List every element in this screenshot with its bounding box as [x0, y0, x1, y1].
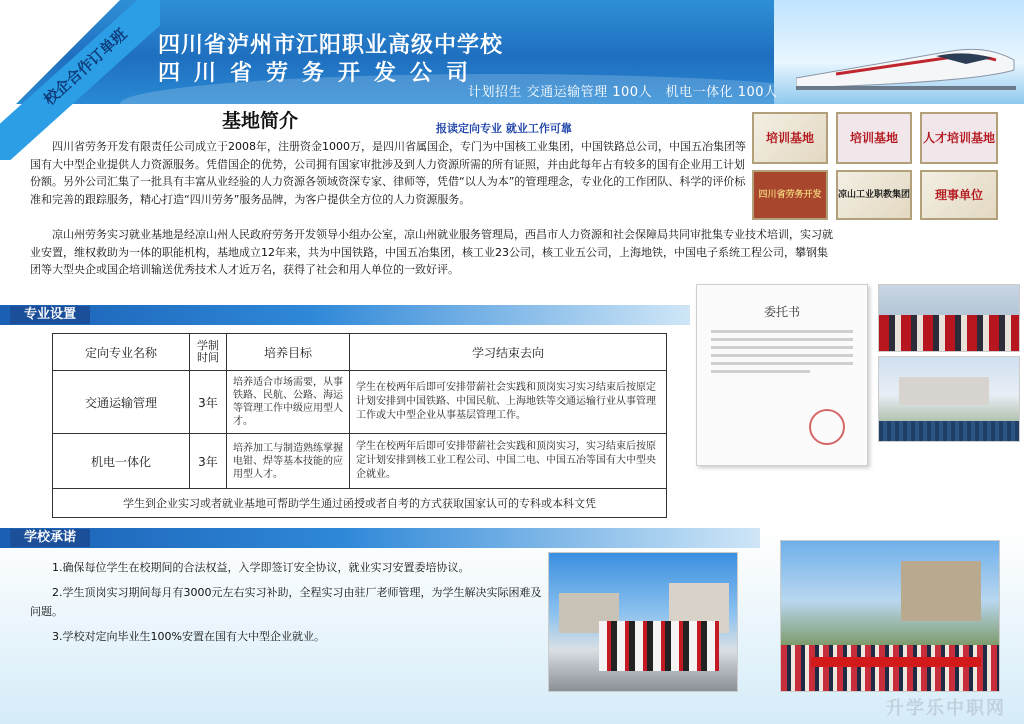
authorization-letter-image — [696, 284, 868, 466]
majors-table — [52, 333, 667, 518]
students-banner-photo — [780, 540, 1000, 692]
school-title: 四川省泸州市江阳职业高级中学校 — [158, 33, 504, 58]
header-cell: 学习结束去向 — [350, 334, 667, 371]
intro-paragraph-2: 凉山州劳务实习就业基地是经凉山州人民政府劳务开发领导小组办公室，凉山州就业服务管理局，西昌市人力资源和社会保障局共同审批集专业技术培训，实习就业安置，维权救助为一体的职能机构，基地成立12年来，共为中国铁路，中国五冶集团，核工业23公司，核工业五公司，上海地铁，中国电子系统工程公司，攀钢集团等大型央企或国企培训输送优秀技术人才近万名，获得了社会和用人单位的一致好评。 — [30, 228, 833, 276]
major-destination: 学生在校两年后即可安排带薪社会实践和顶岗实习，实习结束后按原定计划安排到核工业工程公司、中国二电、中国五冶等国有大中型央企就业。 — [350, 434, 667, 489]
campus-group-photo — [878, 356, 1020, 442]
students-campus-photo — [548, 552, 738, 692]
table-header-row — [53, 334, 667, 371]
table-row — [53, 371, 667, 434]
promise-item: 3.学校对定向毕业生100%安置在国有大中型企业就业。 — [52, 630, 325, 643]
major-name: 交通运输管理 — [53, 371, 190, 434]
major-years: 3年 — [190, 371, 227, 434]
certificate-plaque: 凉山工业职教集团 — [836, 170, 912, 220]
high-speed-train-image — [796, 30, 1016, 90]
certificate-plaque: 培训基地 — [836, 112, 912, 164]
certificate-plaque: 人才培训基地 — [920, 112, 998, 164]
enrollment-plan: 计划招生 交通运输管理 100人 机电一体化 100人 — [468, 85, 778, 100]
intro-paragraph-1: 四川省劳务开发有限责任公司成立于2008年，注册资金1000万，是四川省属国企，专门为中国核工业集团，中国铁路总公司，中国五冶集团等国有大中型企业提供人力资源服务。凭借国企的优势，公司拥有国家审批涉及到人力资源所需的所有证照，并由此每年占有较多的国有企业用工计划份额。另外公司汇集了一批具有丰富从业经验的人力资源各领域资深专家、律师等，凭借“以人为本”的管理理念，专业化的工作团队、科学的评价标准和完善的跟踪服务，精心打造“四川劳务”服务品牌，为客户提供全方位的人力资源服务。 — [30, 140, 746, 206]
ribbon-text: 校企合作订单班 — [40, 25, 131, 109]
promise-item: 1.确保每位学生在校期间的合法权益，入学即签订安全协议，就业实习安置委培协议。 — [52, 561, 470, 574]
major-goal: 培养加工与制造熟练掌握电钳、焊等基本技能的应用型人才。 — [227, 434, 350, 489]
majors-section-label: 专业设置 — [10, 306, 90, 324]
intro-slogan: 报读定向专业 就业工作可靠 — [436, 122, 572, 135]
promise-item: 2.学生顶岗实习期间每月有3000元左右实习补助，全程实习由驻厂老师管理，为学生解决实际困难及问题。 — [30, 586, 542, 618]
table-note: 学生到企业实习或者就业基地可帮助学生通过函授或者自考的方式获取国家认可的专科或本科文凭 — [53, 489, 667, 518]
header-cell: 学制时间 — [190, 334, 227, 371]
promise-list — [30, 558, 550, 646]
ribbon-area — [0, 0, 160, 160]
table-note-row — [53, 489, 667, 518]
certificate-plaque: 四川省劳务开发 — [752, 170, 828, 220]
letter-title: 委托书 — [763, 305, 800, 319]
students-uniform-photo — [878, 284, 1020, 352]
promise-section-bar — [0, 528, 760, 548]
watermark: 升学乐中职网 — [886, 698, 1006, 719]
header-cell: 定向专业名称 — [53, 334, 190, 371]
major-destination: 学生在校两年后即可安排带薪社会实践和顶岗实习实习结束后按原定计划安排到中国铁路、中国民航、上海地铁等交通运输行业从事管理工作或大中型企业从事基层管理工作。 — [350, 371, 667, 434]
header-cell: 培养目标 — [227, 334, 350, 371]
majors-section-bar — [0, 305, 690, 325]
promise-section-label: 学校承诺 — [10, 529, 90, 547]
table-row — [53, 434, 667, 489]
certificate-plaque: 理事单位 — [920, 170, 998, 220]
red-seal-icon — [809, 409, 845, 445]
certificate-plaque: 培训基地 — [752, 112, 828, 164]
major-name: 机电一体化 — [53, 434, 190, 489]
intro-title: 基地简介 — [222, 110, 299, 132]
major-years: 3年 — [190, 434, 227, 489]
major-goal: 培养适合市场需要，从事铁路、民航、公路、海运等管理工作中级应用型人才。 — [227, 371, 350, 434]
company-title: 四川省劳务开发公司 — [158, 61, 483, 86]
